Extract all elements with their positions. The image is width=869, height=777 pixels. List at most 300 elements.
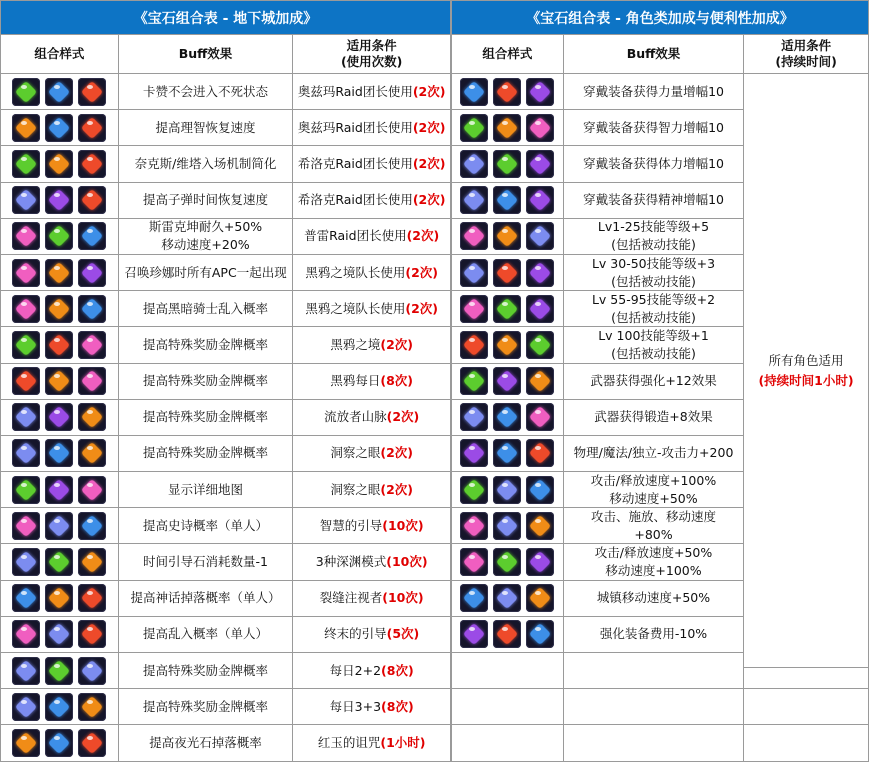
usage-count: (10次) [386, 554, 428, 570]
header-combo-style: 组合样式 [1, 35, 119, 74]
usage-count: (2次) [412, 119, 446, 135]
gem-combo [452, 146, 564, 182]
buff-effect [119, 400, 294, 436]
buff-effect [564, 472, 745, 508]
gem-icon [78, 331, 106, 359]
gem-icon [12, 114, 40, 142]
gem-combo [1, 74, 119, 110]
gem-icon [78, 620, 106, 648]
buff-line: (包括被动技能) [611, 273, 696, 289]
table-row [0, 110, 451, 146]
gem-icon [12, 584, 40, 612]
buff-line: 城镇移动速度+50% [596, 590, 711, 606]
condition-text: 希洛克Raid团长使用 [297, 155, 413, 171]
header-duration: 适用条件 (持续时间) [744, 35, 869, 74]
buff-effect [119, 617, 294, 653]
usage-count: (2次) [380, 445, 413, 461]
buff-line: 提高夜光石掉落概率 [149, 734, 262, 750]
gem-icon [460, 584, 488, 612]
gem-icon [45, 331, 73, 359]
gem-combo [452, 544, 564, 580]
buff-line: 物理/魔法/独立-攻击力+200 [573, 445, 734, 461]
buff-effect [119, 291, 294, 327]
gem-icon [78, 548, 106, 576]
buff-effect [119, 653, 294, 689]
buff-effect [119, 436, 294, 472]
usage-count: (2次) [380, 336, 413, 352]
gem-icon [493, 367, 521, 395]
gem-icon [12, 367, 40, 395]
gem-icon [45, 439, 73, 467]
table-row [0, 544, 451, 580]
usage-condition [293, 146, 451, 182]
gem-combo [1, 544, 119, 580]
table-row [0, 689, 451, 725]
gem-icon [526, 150, 554, 178]
buff-effect [119, 110, 294, 146]
usage-condition [293, 74, 451, 110]
gem-combo [1, 653, 119, 689]
usage-condition [293, 689, 451, 725]
condition-text: 所有角色适用 [768, 352, 844, 368]
table-row [0, 183, 451, 219]
gem-icon [493, 222, 521, 250]
gem-icon [12, 729, 40, 757]
gem-icon [78, 222, 106, 250]
buff-line: (包括被动技能) [611, 237, 696, 253]
gem-icon [12, 620, 40, 648]
usage-count: (2次) [405, 300, 438, 316]
buff-effect [564, 219, 745, 255]
buff-effect [119, 219, 294, 255]
buff-effect [119, 183, 294, 219]
usage-count: (10次) [382, 590, 424, 606]
gem-icon [78, 114, 106, 142]
gem-icon [12, 476, 40, 504]
gem-icon [526, 548, 554, 576]
gem-icon [45, 78, 73, 106]
buff-effect [564, 581, 745, 617]
condition-text: 洞察之眼 [330, 481, 381, 497]
buff-effect [564, 617, 745, 653]
gem-icon [460, 439, 488, 467]
usage-count: (2次) [405, 264, 438, 280]
gem-icon [45, 693, 73, 721]
header-condition: 适用条件 (使用次数) [293, 35, 451, 74]
gem-icon [460, 548, 488, 576]
buff-line: 提高特殊奖励金牌概率 [143, 698, 269, 714]
usage-condition [293, 255, 451, 291]
gem-combo [1, 219, 119, 255]
buff-effect [564, 291, 745, 327]
empty-cell [452, 725, 564, 761]
gem-icon [12, 186, 40, 214]
buff-line: 移动速度+20% [161, 237, 250, 253]
buff-effect [119, 689, 294, 725]
buff-effect [564, 146, 745, 182]
buff-line: 提高乱入概率（单人） [143, 626, 269, 642]
usage-count: (10次) [382, 517, 424, 533]
buff-line: 攻击、施放、移动速度 [591, 508, 717, 524]
dungeon-table-header [0, 35, 451, 74]
gem-icon [526, 295, 554, 323]
header-combo-style: 组合样式 [452, 35, 564, 74]
condition-text: 黑鸦之境队长使用 [305, 300, 406, 316]
buff-effect [564, 400, 745, 436]
gem-icon [460, 295, 488, 323]
buff-line: 强化装备费用-10% [599, 626, 708, 642]
gem-combo [452, 327, 564, 363]
buff-effect [564, 436, 745, 472]
buff-line: 提高史诗概率（单人） [143, 517, 269, 533]
gem-combo [452, 291, 564, 327]
gem-icon [526, 259, 554, 287]
buff-line: 穿戴装备获得智力增幅10 [583, 119, 724, 135]
usage-count: (8次) [381, 698, 414, 714]
gem-combo [452, 364, 564, 400]
gem-icon [493, 439, 521, 467]
gem-icon [78, 78, 106, 106]
gem-combo [452, 183, 564, 219]
buff-line: 斯雷克坤耐久+50% [148, 219, 263, 235]
gem-icon [78, 729, 106, 757]
dungeon-table-title: 《宝石组合表 - 地下城加成》 [0, 0, 451, 35]
buff-line: 提高特殊奖励金牌概率 [143, 662, 269, 678]
condition-text: 每日3+3 [329, 698, 382, 714]
empty-row [451, 689, 869, 725]
table-row [0, 581, 451, 617]
gem-combo [1, 689, 119, 725]
gem-icon [45, 259, 73, 287]
usage-count: (2次) [380, 481, 413, 497]
usage-condition [293, 544, 451, 580]
buff-effect [564, 183, 745, 219]
usage-condition [293, 364, 451, 400]
gem-icon [526, 476, 554, 504]
usage-condition [293, 617, 451, 653]
gem-icon [460, 620, 488, 648]
buff-effect [564, 364, 745, 400]
gem-icon [78, 439, 106, 467]
usage-condition [293, 291, 451, 327]
empty-cell [744, 689, 869, 725]
buff-effect [564, 508, 745, 544]
gem-combo [1, 183, 119, 219]
empty-row [451, 725, 869, 761]
buff-line: 提高特殊奖励金牌概率 [143, 409, 269, 425]
gem-icon [12, 439, 40, 467]
buff-line: 武器获得强化+12效果 [590, 373, 717, 389]
usage-condition [293, 327, 451, 363]
buff-effect [119, 255, 294, 291]
gem-combo [452, 74, 564, 110]
buff-line: 穿戴装备获得体力增幅10 [583, 155, 724, 171]
condition-text: 每日2+2 [329, 662, 382, 678]
buff-line: 提高特殊奖励金牌概率 [143, 445, 269, 461]
usage-count: (5次) [386, 626, 420, 642]
character-table-header [451, 35, 869, 74]
gem-icon [12, 78, 40, 106]
condition-text: 奥兹玛Raid团长使用 [297, 83, 413, 99]
gem-icon [526, 331, 554, 359]
gem-icon [12, 657, 40, 685]
buff-line: 提高黑暗骑士乱入概率 [143, 300, 269, 316]
table-row [0, 219, 451, 255]
condition-text: 裂缝注视者 [319, 590, 383, 606]
gem-icon [78, 259, 106, 287]
gem-icon [78, 584, 106, 612]
gem-combo [1, 725, 119, 761]
gem-icon [526, 367, 554, 395]
empty-cell [452, 653, 564, 689]
gem-icon [45, 476, 73, 504]
gem-icon [460, 403, 488, 431]
duration-text: (持续时间1小时) [758, 372, 854, 388]
gem-icon [493, 512, 521, 540]
table-row [0, 327, 451, 363]
gem-icon [12, 512, 40, 540]
header-buff-effect: Buff效果 [119, 35, 294, 74]
buff-line: 穿戴装备获得力量增幅10 [583, 83, 724, 99]
table-row [0, 617, 451, 653]
gem-icon [12, 222, 40, 250]
gem-icon [526, 403, 554, 431]
gem-icon [460, 512, 488, 540]
gem-icon [78, 367, 106, 395]
header-buff-effect: Buff效果 [564, 35, 745, 74]
usage-count: (2次) [412, 83, 446, 99]
buff-line: 穿戴装备获得精神增幅10 [583, 192, 724, 208]
gem-icon [526, 78, 554, 106]
gem-icon [78, 512, 106, 540]
gem-icon [493, 114, 521, 142]
gem-icon [493, 295, 521, 323]
table-row [0, 400, 451, 436]
buff-line: (包括被动技能) [611, 345, 696, 361]
gem-icon [45, 403, 73, 431]
buff-line: 奈克斯/维塔入场机制简化 [134, 155, 277, 171]
dungeon-table-body [0, 74, 451, 762]
gem-icon [12, 693, 40, 721]
usage-condition [293, 508, 451, 544]
gem-icon [526, 222, 554, 250]
gem-icon [460, 259, 488, 287]
buff-line: 卡赞不会进入不死状态 [143, 83, 269, 99]
gem-combo [1, 508, 119, 544]
buff-line: 显示详细地图 [168, 481, 244, 497]
condition-text: 黑鸦之境队长使用 [305, 264, 406, 280]
condition-text: 黑鸦之境 [330, 336, 381, 352]
gem-combo [452, 219, 564, 255]
gem-icon [12, 331, 40, 359]
character-bonus-table [451, 0, 869, 762]
condition-text: 流放者山脉 [324, 409, 387, 425]
gem-icon [78, 476, 106, 504]
table-row [0, 255, 451, 291]
usage-count: (2次) [412, 155, 446, 171]
gem-icon [493, 584, 521, 612]
gem-combo [452, 436, 564, 472]
gem-combo [1, 581, 119, 617]
buff-effect [564, 255, 745, 291]
table-row [0, 508, 451, 544]
buff-effect [119, 74, 294, 110]
buff-line: +80% [634, 526, 673, 542]
gem-icon [45, 222, 73, 250]
empty-cell [564, 653, 745, 689]
gem-icon [526, 512, 554, 540]
gem-combo [1, 364, 119, 400]
gem-icon [493, 548, 521, 576]
gem-combo [452, 508, 564, 544]
gem-combo [452, 472, 564, 508]
buff-effect [564, 544, 745, 580]
empty-cell [564, 689, 745, 725]
buff-line: 攻击/释放速度+100% [590, 472, 717, 488]
usage-condition [293, 436, 451, 472]
gem-icon [45, 512, 73, 540]
gem-icon [526, 114, 554, 142]
gem-icon [526, 186, 554, 214]
gem-icon [460, 150, 488, 178]
gem-combo [1, 617, 119, 653]
gem-icon [78, 657, 106, 685]
gem-icon [45, 620, 73, 648]
gem-icon [493, 186, 521, 214]
usage-count: (2次) [386, 409, 420, 425]
gem-icon [12, 259, 40, 287]
table-row [0, 291, 451, 327]
gem-icon [493, 620, 521, 648]
gem-icon [460, 331, 488, 359]
gem-combo [452, 581, 564, 617]
gem-combo [452, 110, 564, 146]
empty-cell [564, 725, 745, 761]
gem-icon [78, 693, 106, 721]
table-row [0, 74, 451, 110]
gem-icon [493, 78, 521, 106]
gem-icon [460, 114, 488, 142]
gem-icon [45, 367, 73, 395]
gem-icon [526, 584, 554, 612]
gem-combo [1, 436, 119, 472]
gem-icon [493, 150, 521, 178]
buff-line: 提高子弹时间恢复速度 [143, 192, 269, 208]
gem-combo [1, 472, 119, 508]
gem-icon [460, 186, 488, 214]
gem-icon [526, 620, 554, 648]
character-table-title: 《宝石组合表 - 角色类加成与便利性加成》 [451, 0, 869, 35]
empty-cell [744, 725, 869, 761]
buff-line: (包括被动技能) [611, 309, 696, 325]
usage-count: (8次) [380, 373, 413, 389]
table-row [0, 725, 451, 761]
condition-text: 洞察之眼 [330, 445, 381, 461]
gem-icon [78, 186, 106, 214]
usage-count: (2次) [412, 192, 446, 208]
gem-combo [452, 617, 564, 653]
gem-combo [452, 255, 564, 291]
buff-effect [564, 327, 745, 363]
buff-line: 攻击/释放速度+50% [594, 545, 713, 561]
gem-icon [45, 295, 73, 323]
buff-effect [119, 725, 294, 761]
empty-cell [452, 689, 564, 725]
buff-line: 移动速度+100% [605, 563, 702, 579]
buff-effect [564, 74, 745, 110]
usage-condition [293, 725, 451, 761]
all-characters-condition [744, 74, 869, 668]
gem-combo [1, 291, 119, 327]
buff-effect [119, 544, 294, 580]
gem-icon [78, 403, 106, 431]
gem-icon [45, 729, 73, 757]
gem-combo [1, 327, 119, 363]
condition-text: 3种深渊模式 [315, 554, 387, 570]
usage-condition [293, 183, 451, 219]
buff-line: Lv 30-50技能等级+3 [591, 255, 716, 271]
gem-icon [460, 367, 488, 395]
condition-text: 希洛克Raid团长使用 [297, 192, 413, 208]
buff-line: Lv 55-95技能等级+2 [591, 291, 716, 307]
gem-icon [12, 295, 40, 323]
condition-text: 普雷Raid团长使用 [304, 228, 407, 244]
buff-line: 提高特殊奖励金牌概率 [143, 373, 269, 389]
buff-line: 武器获得锻造+8效果 [594, 409, 713, 425]
buff-effect [119, 472, 294, 508]
buff-line: Lv 100技能等级+1 [598, 327, 709, 343]
buff-line: Lv1-25技能等级+5 [597, 219, 710, 235]
gem-combo [1, 110, 119, 146]
condition-text: 红玉的诅咒 [317, 734, 381, 750]
buff-effect [119, 508, 294, 544]
table-row [0, 364, 451, 400]
gem-icon [45, 657, 73, 685]
buff-effect [564, 110, 745, 146]
usage-condition [293, 581, 451, 617]
gem-combo [1, 255, 119, 291]
gem-combo [452, 400, 564, 436]
usage-count: (8次) [381, 662, 414, 678]
buff-line: 提高神话掉落概率（单人） [130, 590, 281, 606]
buff-line: 提高特殊奖励金牌概率 [143, 336, 269, 352]
condition-text: 终末的引导 [324, 626, 387, 642]
gem-icon [493, 403, 521, 431]
usage-count: (2次) [406, 228, 440, 244]
gem-combo [1, 400, 119, 436]
table-row [0, 436, 451, 472]
gem-icon [12, 150, 40, 178]
gem-icon [12, 548, 40, 576]
gem-icon [78, 150, 106, 178]
table-row [0, 146, 451, 182]
usage-condition [293, 653, 451, 689]
buff-line: 召唤珍娜时所有APC一起出现 [124, 264, 287, 280]
table-row [0, 472, 451, 508]
gem-icon [460, 222, 488, 250]
buff-effect [119, 146, 294, 182]
buff-effect [119, 581, 294, 617]
gem-icon [493, 476, 521, 504]
condition-text: 黑鸦每日 [330, 373, 381, 389]
usage-condition [293, 110, 451, 146]
gem-icon [78, 295, 106, 323]
gem-icon [526, 439, 554, 467]
buff-effect [119, 364, 294, 400]
gem-icon [45, 186, 73, 214]
usage-condition [293, 219, 451, 255]
gem-icon [460, 78, 488, 106]
